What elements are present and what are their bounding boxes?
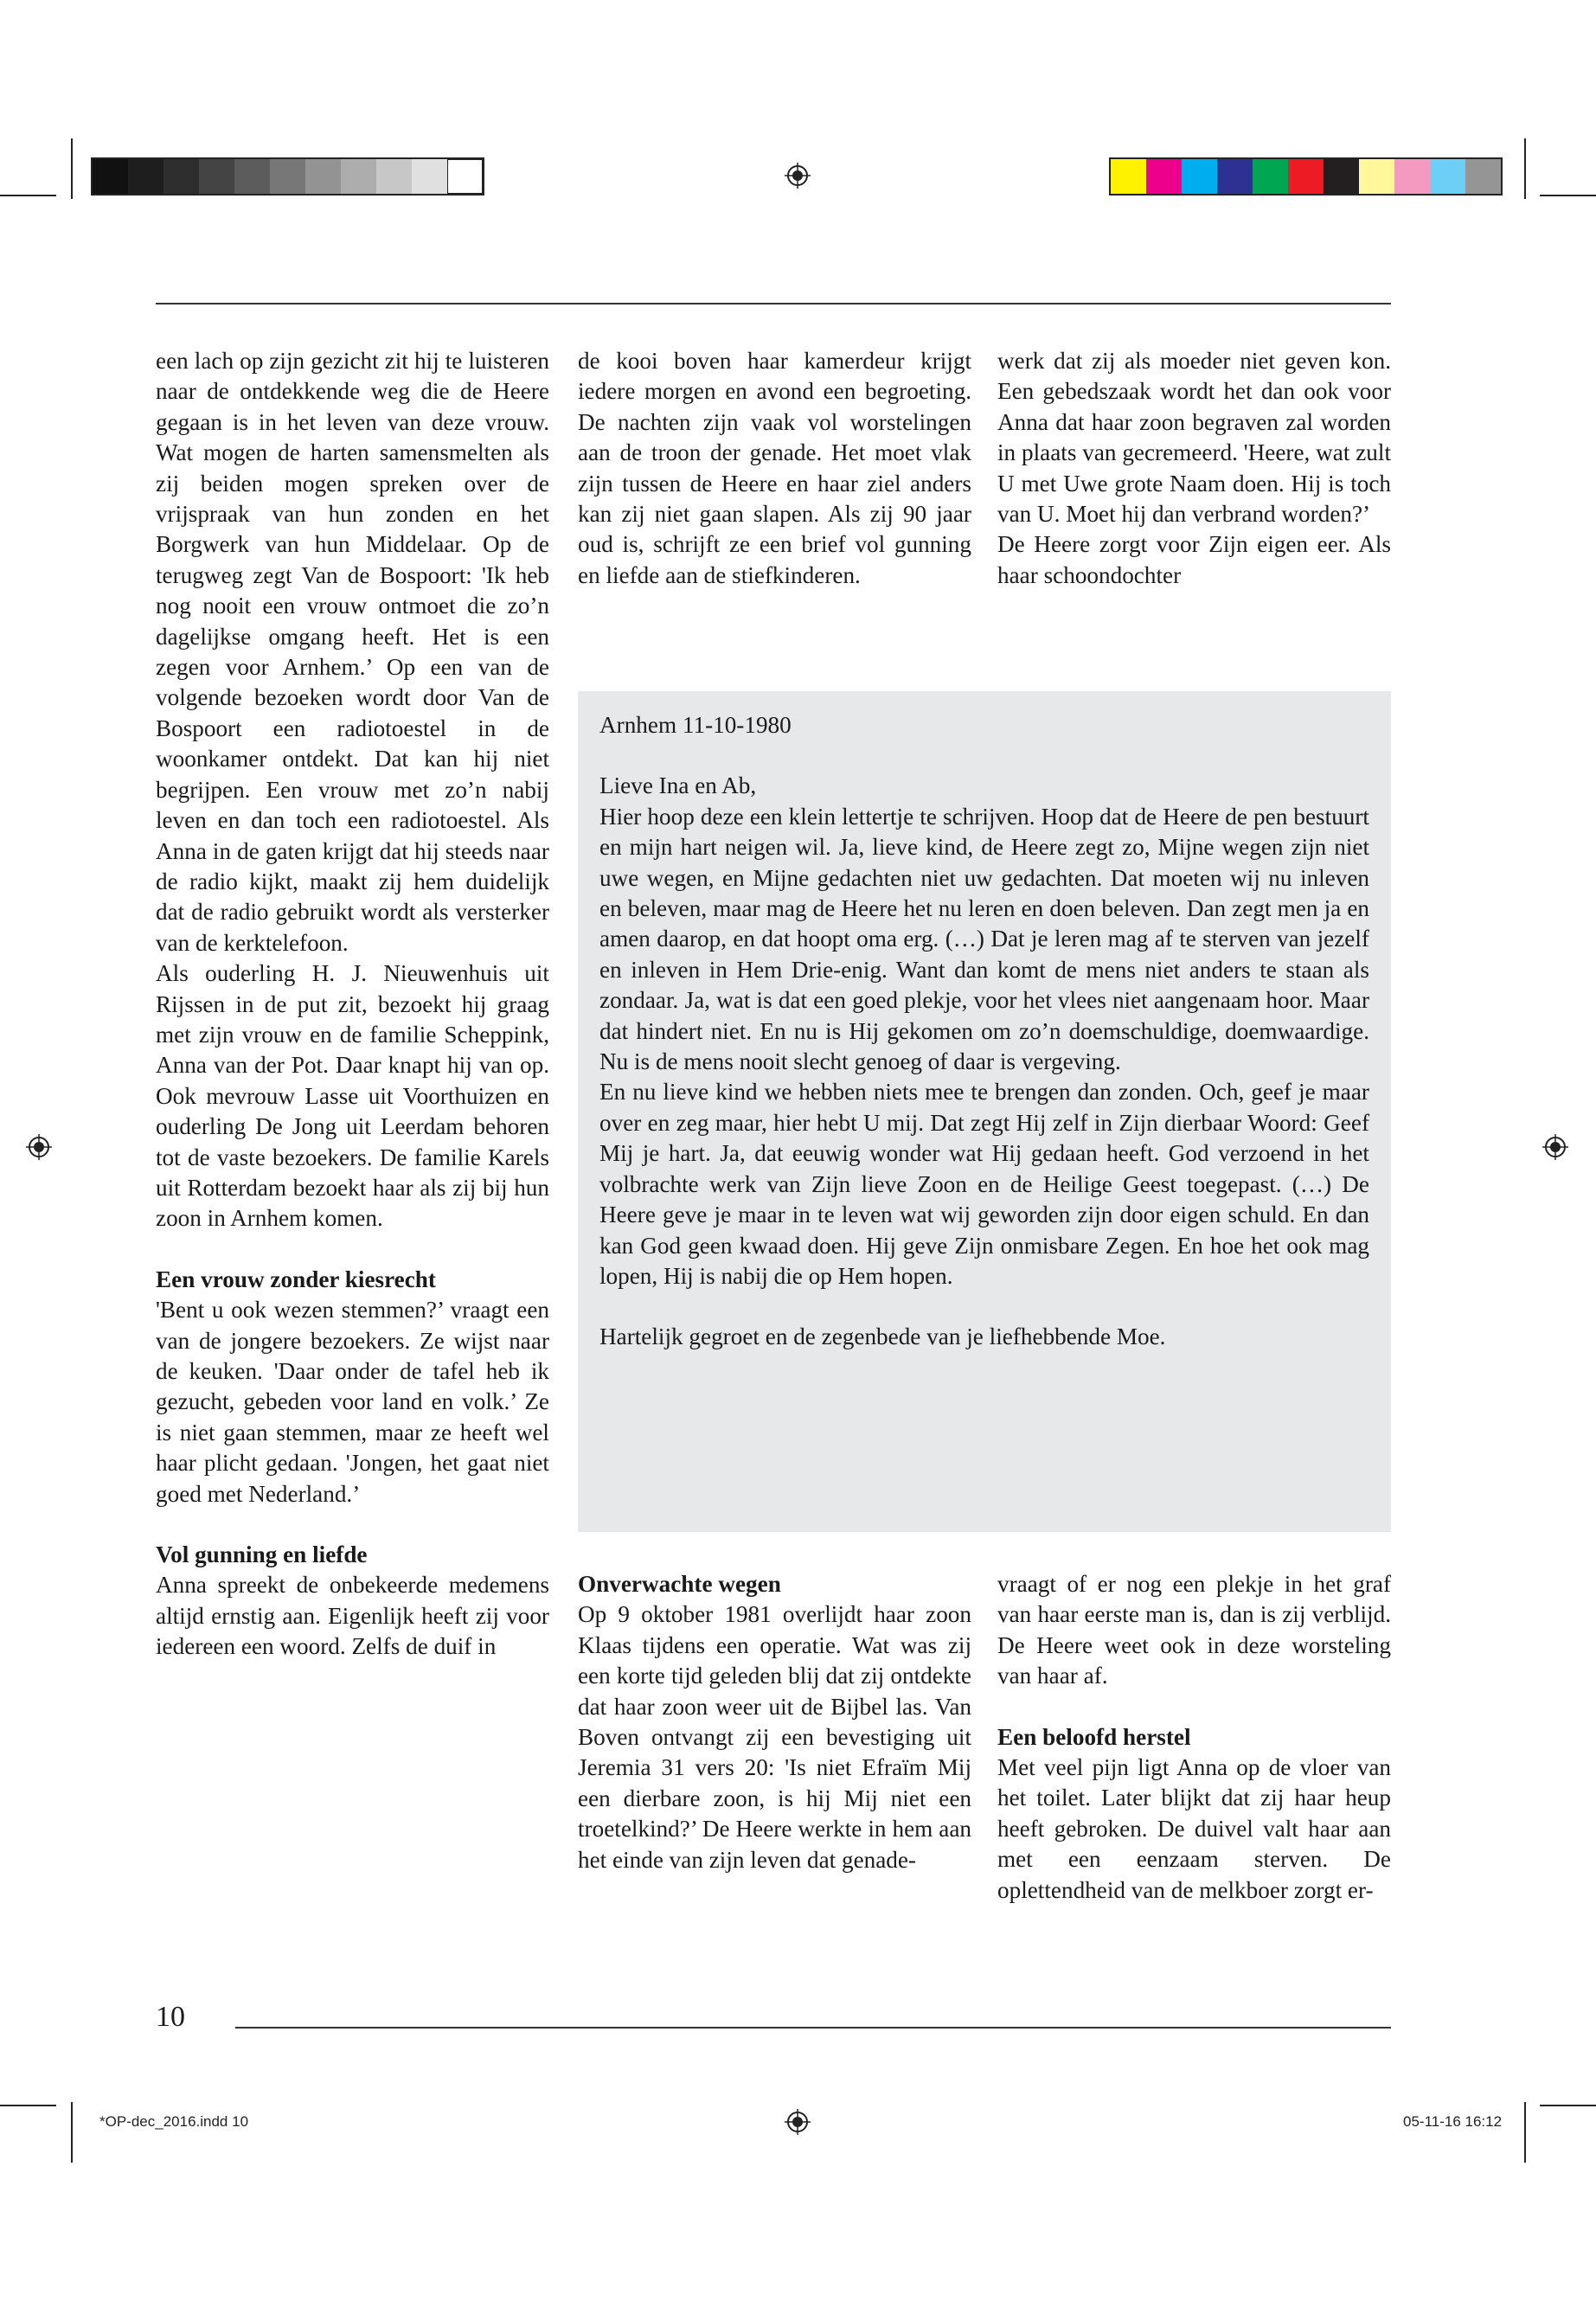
swatch — [447, 159, 483, 194]
paragraph-gap — [997, 1692, 1391, 1722]
crop-mark — [0, 2105, 56, 2106]
slug-date: 05-11-16 16:12 — [1403, 2113, 1503, 2130]
swatch — [1146, 159, 1182, 194]
swatch — [1324, 159, 1359, 194]
body-paragraph: vraagt of er nog een plekje in het graf van haar eerste man is, dan is zij verblijd. De Heere weet ook in deze worsteling van haar af. — [997, 1571, 1391, 1689]
swatch — [199, 159, 234, 194]
swatch — [1182, 159, 1217, 194]
grayscale-swatch-bar — [91, 157, 484, 195]
swatch — [1217, 159, 1253, 194]
crop-mark — [1540, 195, 1596, 196]
swatch — [1359, 159, 1394, 194]
letter-salutation: Lieve Ina en Ab, — [599, 772, 757, 799]
swatch — [1253, 159, 1288, 194]
swatch — [376, 159, 412, 194]
page-number: 10 — [156, 2001, 185, 2033]
letter-closing: Hartelijk gegroet en de zegenbede van je liefhebbende Moe. — [599, 1324, 1166, 1350]
registration-mark-icon — [785, 163, 811, 189]
body-paragraph: een lach op zijn gezicht zit hij te luisteren naar de ontdekkende weg die de Heere gegaan is in het leven van deze vrouw. Wat mogen de harten samensmelten als zij beiden mogen spreken over de vrijspraak van hun zonden en het Borgwerk van hun Middelaar. Op de terugweg zegt Van de Bospoort: 'Ik heb nog nooit een vrouw ontmoet die zo’n dagelijkse omgang heeft. Het is een zegen voor Arnhem.’ Op een van de volgende bezoeken wordt door Van de Bospoort een radiotoestel in de woonkamer ontdekt. Dat kan hij niet begrijpen. Een vrouw met zo’n nabij leven en dan toch een radiotoestel. Als Anna in de gaten krijgt dat hij steeds naar de radio kijkt, maakt zij hem duidelijk dat de radio gebruikt wordt als versterker van de kerktelefoon. — [156, 348, 549, 956]
registration-mark-icon — [1542, 1134, 1568, 1160]
body-paragraph: De Heere zorgt voor Zijn eigen eer. Als haar schoondochter — [997, 531, 1391, 588]
registration-mark-icon — [26, 1134, 52, 1160]
body-paragraph: de kooi boven haar kamerdeur krijgt iedere morgen en avond een begroeting. De nachten zijn vaak vol worstelingen aan de troon der genade. Het moet vlak zijn tussen de Heere en haar ziel anders kan zij niet gaan slapen. Als zij 90 jaar oud is, schrijft ze een brief vol gunning en liefde aan de stiefkinderen. — [578, 348, 971, 588]
crop-mark — [71, 2102, 73, 2163]
swatch — [1465, 159, 1501, 194]
body-paragraph: Anna spreekt de onbekeerde medemens altijd ernstig aan. Eigenlijk heeft zij voor iedereen een woord. Zelfs de duif in — [156, 1572, 549, 1660]
crop-mark — [0, 195, 56, 196]
crop-mark — [1540, 2105, 1596, 2106]
swatch — [1430, 159, 1465, 194]
body-paragraph: 'Bent u ook wezen stemmen?’ vraagt een van de jongere bezoekers. Ze wijst naar de keuken. 'Daar onder de tafel heb ik gezucht, gebeden voor land en volk.’ Ze is niet gaan stemmen, maar ze heeft wel haar plicht gedaan. 'Jongen, het gaat niet goed met Nederland.’ — [156, 1297, 549, 1507]
slug-filename: *OP-dec_2016.indd 10 — [99, 2113, 249, 2130]
body-paragraph: werk dat zij als moeder niet geven kon. Een gebedszaak wordt het dan ook voor Anna dat haar zoon begraven zal worden in plaats van gecremeerd. 'Heere, wat zult U met Uwe grote Naam doen. Hij is toch van U. Moet hij dan verbrand worden?’ — [997, 348, 1391, 528]
swatch — [234, 159, 270, 194]
crop-mark — [1524, 138, 1526, 199]
swatch — [163, 159, 199, 194]
body-paragraph: Als ouderling H. J. Nieuwenhuis uit Rijssen in de put zit, bezoekt hij graag met zijn vrouw en de familie Scheppink, Anna van der Pot. Daar knapt hij van op. Ook mevrouw Lasse uit Voorthuizen en ouderling De Jong uit Leerdam behoren tot de vaste bezoekers. De familie Karels uit Rotterdam bezoekt haar als zij bij hun zoon in Arnhem komen. — [156, 960, 549, 1232]
text-column-3-top — [997, 346, 1391, 591]
swatch — [93, 159, 128, 194]
text-column-1 — [156, 346, 549, 1663]
header-rule — [156, 303, 1391, 304]
body-paragraph: Met veel pijn ligt Anna op de vloer van het toilet. Later blijkt dat zij haar heup heeft gebroken. De duivel valt haar aan met een eenzaam sterven. De oplettendheid van de melkboer zorgt er- — [997, 1754, 1391, 1903]
letter-box — [578, 691, 1391, 1532]
section-heading: Onverwachte wegen — [578, 1571, 781, 1597]
text-column-2-top — [578, 346, 971, 591]
registration-mark-icon — [785, 2109, 811, 2135]
paragraph-gap — [156, 1234, 549, 1265]
swatch — [1288, 159, 1324, 194]
text-column-3-bottom — [997, 1569, 1391, 1906]
section-heading: Een vrouw zonder kiesrecht — [156, 1266, 436, 1292]
color-swatch-bar — [1109, 157, 1503, 195]
letter-body-paragraph: Hier hoop deze een klein lettertje te schrijven. Hoop dat de Heere de pen bestuurt en mijn hart neigen wil. Ja, lieve kind, de Heere zegt zo, Mijne wegen zijn niet uwe wegen, en Mijne gedachten niet uw gedachten. Dat moeten wij nu inleven en beleven, maar mag de Heere het nu leren en doen beleven. Dan zegt men ja en amen daarop, en dat hoopt oma erg. (…) Dat je leren mag af te sterven van jezelf en inleven in Hem Drie-enig. Want dan komt de mens niet anders te staan als zondaar. Ja, wat is dat een goed plekje, voor het vlees niet aangenaam hoor. Maar dat hindert niet. En nu is Hij gekomen om zo’n doemschuldige, doemwaardige. Nu is de mens nooit slecht genoeg of daar is vergeving. — [599, 803, 1369, 1075]
swatch — [1394, 159, 1430, 194]
swatch — [412, 159, 447, 194]
footer-rule — [235, 2027, 1391, 2029]
body-paragraph: Op 9 oktober 1981 overlijdt haar zoon Klaas tijdens een operatie. Wat was zij een korte tijd geleden blij dat zij ontdekte dat haar zoon weer uit de Bijbel las. Van Boven ontvangt zij een bevestiging uit Jeremia 31 vers 20: 'Is niet Efraïm Mij een dierbare zoon, is hij Mij niet een troetelkind?’ De Heere werkte in hem aan het einde van zijn leven dat genade- — [578, 1601, 971, 1873]
swatch — [1111, 159, 1146, 194]
section-heading: Vol gunning en liefde — [156, 1541, 368, 1568]
swatch — [270, 159, 305, 194]
section-heading: Een beloofd herstel — [997, 1723, 1191, 1750]
text-column-2-bottom — [578, 1569, 971, 1875]
letter-body-paragraph: En nu lieve kind we hebben niets mee te brengen dan zonden. Och, geef je maar over en zeg maar, hier hebt U mij. Dat zegt Hij zelf in Zijn dierbaar Woord: Geef Mij je hart. Ja, dat eeuwig wonder wat Hij gedaan heeft. God verzoend in het volbrachte werk van Zijn lieve Zoon en de Heilige Geest toegepast. (…) De Heere geve je maar in te leven wat wij geworden zijn door eigen schuld. En dan kan God geen kwaad doen. Hij geve Zijn onmisbare Zegen. En hoe het ook mag lopen, Hij is nabij die op Hem hopen. — [599, 1079, 1369, 1289]
swatch — [128, 159, 163, 194]
swatch — [341, 159, 376, 194]
crop-mark — [71, 138, 73, 199]
letter-date: Arnhem 11-10-1980 — [599, 712, 792, 738]
crop-mark — [1524, 2102, 1526, 2163]
paragraph-gap — [156, 1509, 549, 1540]
swatch — [305, 159, 341, 194]
